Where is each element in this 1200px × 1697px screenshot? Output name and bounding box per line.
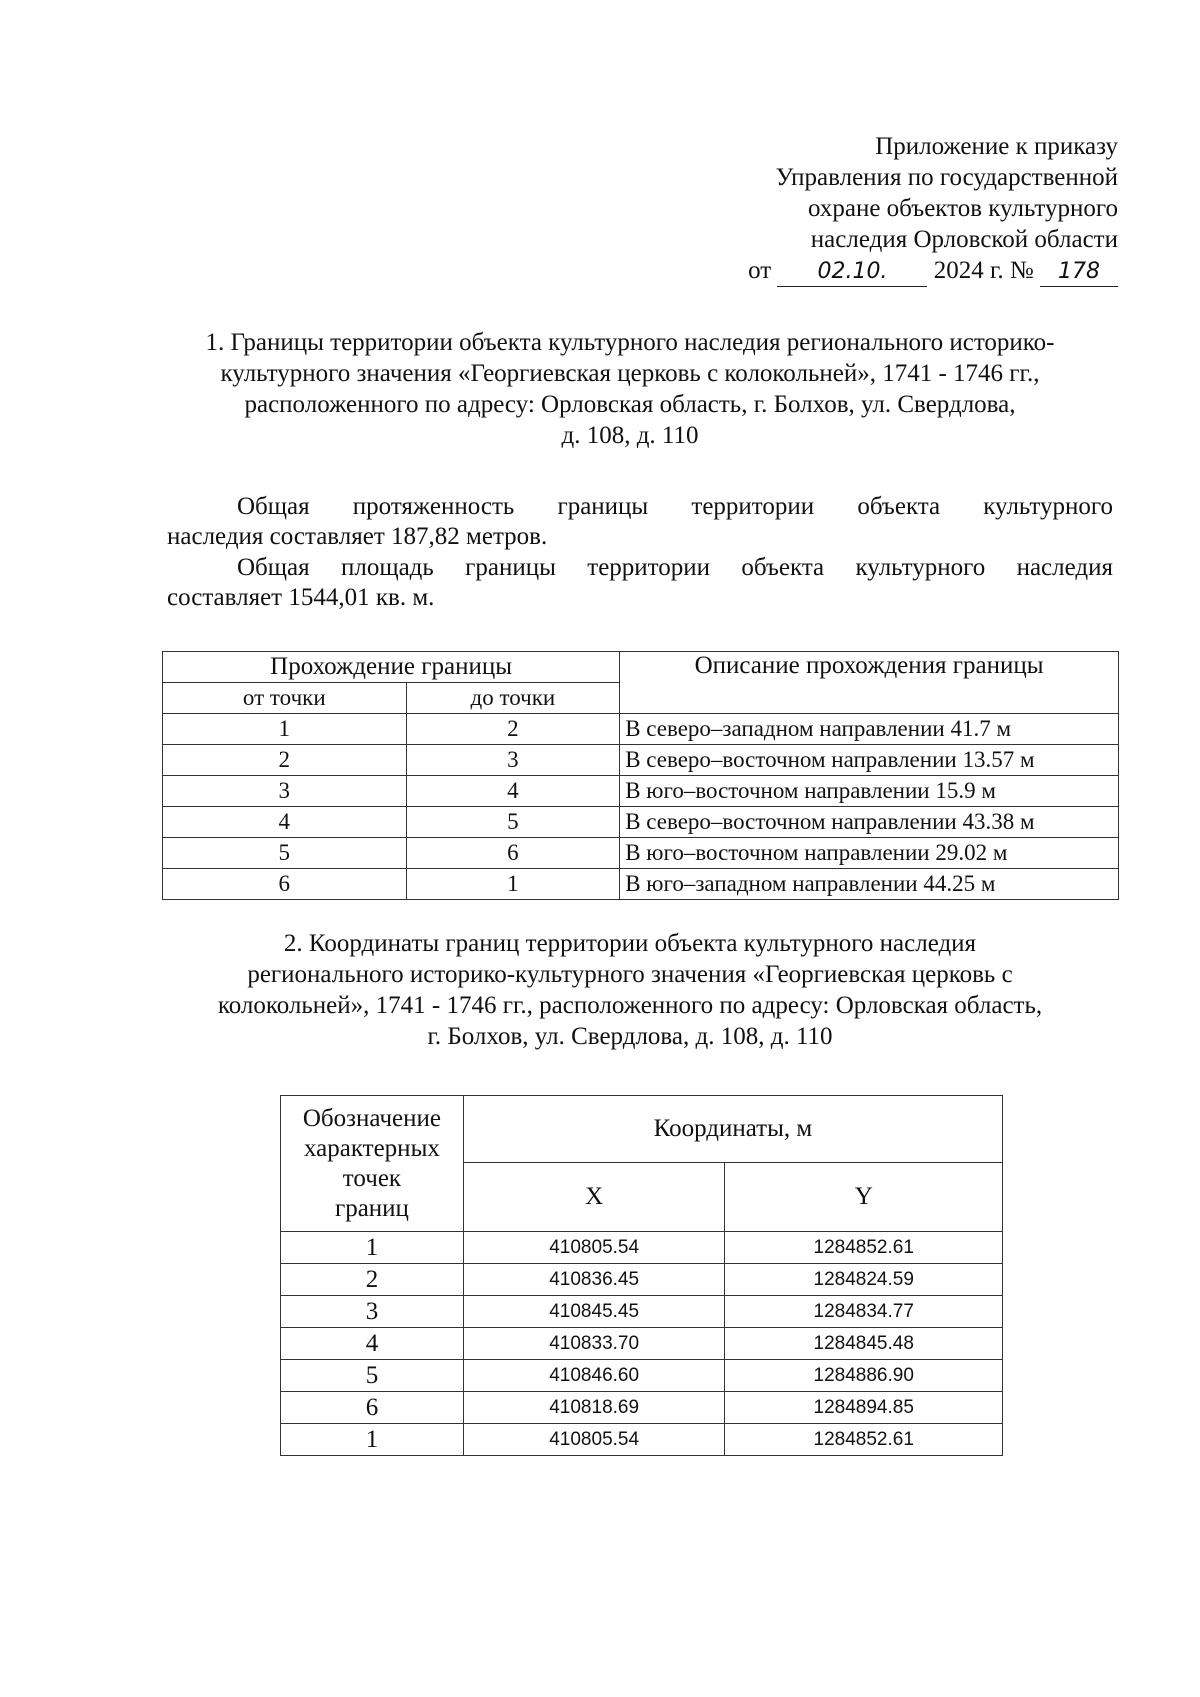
table-row — [163, 745, 1119, 776]
table-row — [163, 807, 1119, 838]
table-row — [163, 838, 1119, 869]
header-point — [281, 1096, 464, 1232]
title-line: д. 108, д. 110 — [561, 422, 699, 449]
paragraph-line: Общая протяженность границы территории объекта культурного — [237, 493, 1113, 520]
header-line: Приложение к приказу — [875, 133, 1118, 160]
appendix-header — [698, 131, 1118, 287]
cell-point: 2 — [281, 1264, 464, 1296]
header-x: X — [463, 1163, 725, 1232]
cell-point: 6 — [281, 1392, 464, 1424]
cell-from: 3 — [163, 776, 407, 807]
header-date-line — [698, 255, 1118, 287]
table-row — [281, 1424, 1003, 1456]
header-passage: Прохождение границы — [163, 652, 620, 683]
cell-to: 4 — [406, 776, 620, 807]
title-line: 1. Границы территории объекта культурного наследия регионального историко- — [205, 329, 1055, 356]
cell-x: 410805.54 — [463, 1232, 725, 1264]
table-row — [163, 869, 1119, 900]
cell-to: 2 — [406, 714, 620, 745]
cell-point: 5 — [281, 1360, 464, 1392]
coordinates-table — [280, 1095, 1003, 1456]
cell-from: 6 — [163, 869, 407, 900]
cell-x: 410818.69 — [463, 1392, 725, 1424]
header-point-line: границ — [334, 1194, 409, 1222]
boundary-length-paragraph — [167, 492, 1113, 552]
header-line: охране объектов культурного — [807, 195, 1118, 222]
cell-description: В юго–западном направлении 44.25 м — [620, 869, 1119, 900]
cell-y: 1284852.61 — [725, 1232, 1003, 1264]
header-line: Управления по государственной — [775, 164, 1118, 191]
header-y: Y — [725, 1163, 1003, 1232]
title-line: культурного значения «Георгиевская церковь с колокольней», 1741 - 1746 гг., — [220, 360, 1040, 387]
year-text: 2024 г. № — [933, 257, 1034, 284]
cell-y: 1284894.85 — [725, 1392, 1003, 1424]
table-header-row — [163, 652, 1119, 683]
table-row — [281, 1360, 1003, 1392]
paragraph-line: составляет 1544,01 кв. м. — [167, 584, 435, 611]
table-row — [281, 1328, 1003, 1360]
cell-y: 1284886.90 — [725, 1360, 1003, 1392]
header-description: Описание прохождения границы — [620, 652, 1119, 714]
title-line: регионального историко-культурного значения «Георгиевская церковь с — [247, 961, 1013, 988]
cell-to: 1 — [406, 869, 620, 900]
cell-to: 6 — [406, 838, 620, 869]
paragraph-line: Общая площадь границы территории объекта культурного наследия — [237, 554, 1113, 581]
cell-to: 3 — [406, 745, 620, 776]
section1-title — [150, 327, 1110, 451]
area-paragraph — [167, 553, 1113, 613]
header-coords: Координаты, м — [463, 1096, 1002, 1163]
cell-to: 5 — [406, 807, 620, 838]
cell-point: 4 — [281, 1328, 464, 1360]
cell-description: В северо–восточном направлении 13.57 м — [620, 745, 1119, 776]
table-row — [281, 1392, 1003, 1424]
cell-point: 3 — [281, 1296, 464, 1328]
cell-x: 410805.54 — [463, 1424, 725, 1456]
cell-description: В юго–восточном направлении 15.9 м — [620, 776, 1119, 807]
table-row — [163, 714, 1119, 745]
table-row — [281, 1296, 1003, 1328]
title-line: расположенного по адресу: Орловская область, г. Болхов, ул. Свердлова, — [244, 391, 1016, 418]
paragraph-line: наследия составляет 187,82 метров. — [167, 523, 548, 550]
cell-point: 1 — [281, 1424, 464, 1456]
title-line: 2. Координаты границ территории объекта культурного наследия — [283, 930, 977, 957]
cell-description: В юго–восточном направлении 29.02 м — [620, 838, 1119, 869]
cell-from: 5 — [163, 838, 407, 869]
table-row — [163, 776, 1119, 807]
table-row — [281, 1264, 1003, 1296]
cell-y: 1284852.61 — [725, 1424, 1003, 1456]
handwritten-order-number: 178 — [1040, 258, 1118, 287]
date-prefix: от — [748, 257, 772, 284]
header-to: до точки — [406, 683, 620, 714]
section2-title — [150, 928, 1110, 1052]
handwritten-date: 02.10. — [777, 258, 927, 287]
cell-x: 410833.70 — [463, 1328, 725, 1360]
title-line: колокольней», 1741 - 1746 гг., расположенного по адресу: Орловская область, — [217, 992, 1043, 1019]
cell-description: В северо–восточном направлении 43.38 м — [620, 807, 1119, 838]
header-from: от точки — [163, 683, 407, 714]
cell-from: 2 — [163, 745, 407, 776]
header-line: наследия Орловской области — [810, 226, 1118, 253]
table-header-row — [281, 1096, 1003, 1163]
header-point-line: характерных — [303, 1134, 440, 1162]
cell-y: 1284845.48 — [725, 1328, 1003, 1360]
cell-point: 1 — [281, 1232, 464, 1264]
header-point-line: Обозначение — [302, 1104, 442, 1132]
cell-x: 410845.45 — [463, 1296, 725, 1328]
cell-from: 1 — [163, 714, 407, 745]
header-point-line: точек — [342, 1164, 402, 1192]
cell-from: 4 — [163, 807, 407, 838]
cell-description: В северо–западном направлении 41.7 м — [620, 714, 1119, 745]
boundary-passage-table — [162, 651, 1119, 900]
table-row — [281, 1232, 1003, 1264]
cell-y: 1284824.59 — [725, 1264, 1003, 1296]
cell-y: 1284834.77 — [725, 1296, 1003, 1328]
title-line: г. Болхов, ул. Свердлова, д. 108, д. 110 — [427, 1023, 833, 1050]
cell-x: 410836.45 — [463, 1264, 725, 1296]
cell-x: 410846.60 — [463, 1360, 725, 1392]
